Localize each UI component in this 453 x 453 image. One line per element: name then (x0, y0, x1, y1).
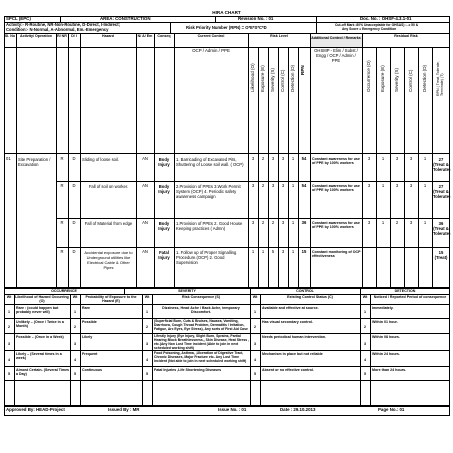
legend-detection: Within 01 hour. (372, 320, 398, 324)
footer-approved: Approved By: HEAD-Project (6, 407, 65, 412)
legend-control-wt: 5 (254, 372, 256, 376)
legend-likelihood: Almost Certain- (Several Times a Day) (16, 368, 70, 377)
row-r-rpn: 27 (Treat & Tolerate) (433, 157, 451, 173)
legend-exposure-wt: 1 (74, 310, 76, 314)
row-d-i: D (72, 220, 76, 225)
legend-wt-head: Wt (144, 295, 150, 299)
legend-exposure-wt: 4 (74, 358, 76, 362)
row-additional-control: Constant awareness for use of PPE by 100% workers (312, 184, 360, 193)
additional-control-types: OHSMP - Elim / Subst / Engg / OCP / Admin / PPE (314, 48, 358, 64)
legend-severity-wt: 3 (146, 342, 148, 346)
col-additional-control: Additional Control / Remarks (310, 36, 362, 47)
legend-control-wt: 2 (254, 325, 256, 329)
legend-severity: Fatal Injuries ,Life Shortening Diseases (154, 368, 222, 372)
col-hazard: Hazard (102, 34, 114, 38)
row-condition: AN (142, 183, 148, 188)
legend-risk-conseq-head: Risk Consequence (S) (182, 295, 220, 299)
legend-exposure: Likely (82, 335, 93, 339)
row-d-i: D (72, 249, 76, 254)
row-c: 3 (281, 249, 285, 254)
legend-wt-head: Wt (72, 295, 78, 299)
row-r-c: 3 (409, 183, 413, 188)
legend-control: Absent or no effective control. (262, 368, 314, 372)
row-consequence: Body Injury (158, 157, 170, 168)
legend-detection: More than 24 hours. (372, 368, 407, 372)
legend-occurrence-head: OCCURRENCE (51, 289, 77, 293)
footer-issue-no: Issue No. : 01 (218, 407, 247, 412)
legend-severity-head: SEVERITY (178, 289, 196, 293)
cutoff-line-1: Cut-off Mark :80% Unacceptable for OHSAS) :- ≥ 50 & (335, 23, 419, 27)
col-condition: N/ A/ Em (137, 34, 153, 38)
row-rpn: 36 (301, 220, 307, 225)
cutoff-line-2: Any Score = Emergency Condition (342, 27, 397, 31)
row-r-c: 3 (409, 220, 413, 225)
legend-wt: 3 (8, 342, 10, 346)
row-r-s: 3 (395, 183, 399, 188)
row-r-d: 1 (423, 183, 427, 188)
legend-exposure-head: Probability of Exposure to the Hazard (E) (85, 295, 137, 304)
row-e: 2 (261, 156, 265, 161)
col-severity: Severity (S) (270, 68, 275, 92)
row-consequence: Body Injury (158, 221, 170, 232)
row-o: 1 (251, 249, 255, 254)
row-r-nr: R (60, 249, 64, 254)
row-r-e: 1 (381, 183, 385, 188)
legend-severity: Dizziness, Head Ache / Back Ache, temporary Discomfort. (162, 306, 240, 315)
row-hazard: Fall of Material from edge (84, 221, 133, 226)
col-residual-risk: Residual Risk (394, 34, 418, 38)
legend-wt-head: Wt (6, 295, 12, 299)
legend-detection: Within 08 hours. (372, 335, 400, 339)
legend-control: Has visual secondary control. (262, 320, 313, 324)
row-s: 3 (271, 156, 275, 161)
row-r-rpn: 27 (Treat & Tolerate) (433, 184, 451, 200)
row-consequence: Fatal Injury (158, 250, 170, 261)
row-o: 3 (251, 220, 255, 225)
col-risk-level: Risk Level (270, 34, 288, 38)
row-s: 5 (271, 249, 275, 254)
col-current-control: Current Control (197, 34, 225, 38)
row-condition: AN (142, 156, 148, 161)
doc-no: Doc. No. : OHSF-4.3.1-01 (360, 16, 412, 21)
row-condition: AN (142, 220, 148, 225)
col-r-rpn: RPN ( Treat, Tolerate, Terminate) (T) (436, 61, 444, 96)
legend-control: Mechanism in place but not reliable (262, 352, 323, 356)
row-r-e: 1 (381, 220, 385, 225)
legend-exposure-wt: 3 (74, 342, 76, 346)
row-hazard: Accidental exposure due to Underground utilities like Electrical Cable & Other Pipes (84, 250, 133, 270)
rpn-formula: Risk Priority Number (RPN) = O*E*S*C*D (186, 25, 267, 30)
row-current-control: 2.Provision of PPEs 3.Work Permit System (OCP) 4. Periodic safety awareness campaign (176, 184, 241, 200)
legend-likelihood: Possible – (Once in a Week) (16, 335, 64, 339)
row-activity: Site Preparation / Excavation (18, 157, 51, 168)
row-c: 3 (281, 156, 285, 161)
row-c: 3 (281, 220, 285, 225)
legend-detection-wt: 1 (364, 310, 366, 314)
row-r-o: 3 (367, 156, 371, 161)
row-r-c: 3 (409, 156, 413, 161)
area-label: AREA: CONSTRUCTION (100, 16, 151, 21)
row-hazard: Sliding of loose soil. (82, 157, 120, 162)
row-d: 1 (291, 220, 295, 225)
row-current-control: 1. Follow up of Proper Signalling Procedure.(OCP) 2. Good Supervision (176, 250, 237, 266)
col-r-severity: Severity (S) (394, 68, 399, 92)
chart-title: HIRA CHART (212, 10, 241, 15)
row-r-o: 3 (367, 183, 371, 188)
row-e: 2 (261, 183, 265, 188)
row-c: 3 (281, 183, 285, 188)
col-occurrence: Likelihood (O) (250, 63, 255, 92)
legend-severity: Lifestly Injury (Eye Injury, Slight Burn, Sprains, Partial Hearing Block Breathlessness,, Skin Disease, Heat Stress , etc.)Any Non Lost Time incident (Able to join in next scheduled working shift) (154, 334, 249, 350)
row-hazard: Fall of soil on worker. (88, 184, 129, 189)
legend-detection: Immediately. (372, 306, 394, 310)
row-r-rpn: 36 (Treat & Tolerate) (433, 221, 451, 237)
legend-severity-wt: 5 (146, 372, 148, 376)
col-exposure: Exposure (E) (260, 65, 265, 92)
legend-likelihood: Likely – (Several times in a week) (16, 352, 62, 361)
col-r-exposure: Exposure (E) (380, 65, 385, 92)
row-e: 2 (261, 220, 265, 225)
col-r-nr: R/ NR (57, 34, 67, 38)
legend-severity-wt: 2 (146, 325, 148, 329)
legend-detection-wt: 4 (364, 358, 366, 362)
row-r-nr: R (60, 183, 64, 188)
legend-exposure: Continuous (82, 368, 102, 372)
col-r-detection: Detection (D) (422, 64, 427, 92)
row-d: 1 (291, 183, 295, 188)
legend-control: Needs periodical human intervention. (262, 335, 327, 339)
col-consequence: Conseq (157, 34, 171, 38)
legend-detection-wt: 2 (364, 325, 366, 329)
legend-wt: 5 (8, 372, 10, 376)
row-additional-control: Constant monitoring of OCP effectiveness (312, 250, 361, 259)
row-condition: AN (142, 249, 148, 254)
row-rpn: 54 (301, 183, 307, 188)
legend-exposure: Possible (82, 320, 97, 324)
col-d-i: D/ I (71, 34, 77, 38)
legend-wt-head: Wt (362, 295, 368, 299)
legend-noticed-head: Noticed / Reported Period of consequence (373, 295, 447, 299)
col-detection: Detection (D) (290, 64, 295, 92)
legend-detection-head: DETECTION (394, 289, 416, 293)
legend-severity: (Superficial Burn, Cuts & Bruises, Nausea, Vomiting, Diarrhoea, Cough Throat Problem, Dermatitis / Irritation, Fatigue, Arc Eyes, Eye Stress), Any sorts of First Aid Case (154, 319, 248, 331)
row-r-nr: R (60, 156, 64, 161)
activity-legend: Activity:- R-Routine, NR-Non-Routine, D-Direct, I-Indirect; (6, 22, 120, 27)
row-r-e: 1 (381, 156, 385, 161)
legend-existing-control-head: Existing Control Status (C) (287, 295, 333, 299)
row-o: 3 (251, 183, 255, 188)
company-name: SPCL (EPC) (6, 16, 31, 21)
condition-legend: Condition:- N-Normal, A-Abnormal, Em.-Emergency (6, 27, 109, 32)
legend-control-wt: 4 (254, 358, 256, 362)
legend-detection-wt: 3 (364, 342, 366, 346)
legend-control-wt: 3 (254, 342, 256, 346)
row-d-i: D (72, 183, 76, 188)
row-r-nr: R (60, 220, 64, 225)
legend-severity-wt: 4 (146, 358, 148, 362)
legend-likelihood: Unlikely – (Once / Twice in a Month) (16, 320, 64, 329)
col-rpn: RPN (300, 65, 305, 75)
legend-likelihood: Rare : (could happen but probably never will) (16, 306, 59, 315)
legend-control-wt: 1 (254, 310, 256, 314)
row-additional-control: Constant awareness for use of PPE by 100% workers (312, 221, 360, 230)
col-sl: Sl. No (4, 34, 16, 38)
col-control: Control (C) (280, 69, 285, 92)
row-r-rpn: 15 (Treat) (434, 250, 448, 261)
legend-wt: 1 (8, 310, 10, 314)
control-types: OCP / Admin / PPE (192, 48, 230, 53)
row-s: 3 (271, 183, 275, 188)
legend-severity-wt: 1 (146, 310, 148, 314)
col-r-control: Control (C) (408, 69, 413, 92)
row-d: 1 (291, 249, 295, 254)
row-d: 1 (291, 156, 295, 161)
footer-page: Page No.: 01 (378, 407, 405, 412)
legend-control: Available and effective at source. (262, 306, 319, 310)
row-current-control: 1. Barricading of Excavated Pits, Shuttering of Loose soil wall. ( OCP) (176, 157, 244, 168)
legend-wt: 2 (8, 325, 10, 329)
legend-exposure-wt: 2 (74, 325, 76, 329)
legend-severity: Food Poisoning, Asthma, ,Ulceration of Digestive Tract, Chronic Diseases, Major Fracture etc- Any Lost Time Incident (Not able to join in next scheduled working shift) (154, 351, 247, 363)
legend-likelihood-head: Likelihood of Hazard Occurring (O) (15, 295, 69, 304)
legend-control-head: CONTROL (296, 289, 314, 293)
row-r-s: 2 (395, 220, 399, 225)
row-current-control: 1.Provision of PPEs 2. Good House Keeping practices ( Admn) (176, 221, 243, 232)
legend-exposure: Frequent (82, 352, 98, 356)
row-d-i: D (72, 156, 76, 161)
row-r-o: 3 (367, 220, 371, 225)
legend-detection: Within 24 hours. (372, 352, 400, 356)
row-rpn: 54 (301, 156, 307, 161)
row-r-d: 1 (423, 156, 427, 161)
row-s: 2 (271, 220, 275, 225)
revision-no: Revision No. : 01 (238, 16, 274, 21)
footer-date: Date : 29.10.2013 (280, 407, 316, 412)
legend-exposure-wt: 5 (74, 372, 76, 376)
row-r-d: 1 (423, 220, 427, 225)
legend-exposure: Rare (82, 306, 90, 310)
row-rpn: 15 (301, 249, 307, 254)
row-o: 3 (251, 156, 255, 161)
legend-detection-wt: 5 (364, 372, 366, 376)
row-additional-control: Constant awareness for use of PPE by 100% workers (312, 157, 360, 166)
row-e: 1 (261, 249, 265, 254)
legend-wt-head: Wt (252, 295, 258, 299)
col-r-occurrence: Occurrence (O) (366, 60, 371, 92)
col-activity: Activity/ Operation (20, 34, 52, 38)
legend-wt: 4 (8, 358, 10, 362)
row-sl: 01 (6, 156, 11, 161)
footer-issued: Issued By : MR (108, 407, 140, 412)
row-consequence: Body Injury (158, 184, 170, 195)
row-r-s: 3 (395, 156, 399, 161)
